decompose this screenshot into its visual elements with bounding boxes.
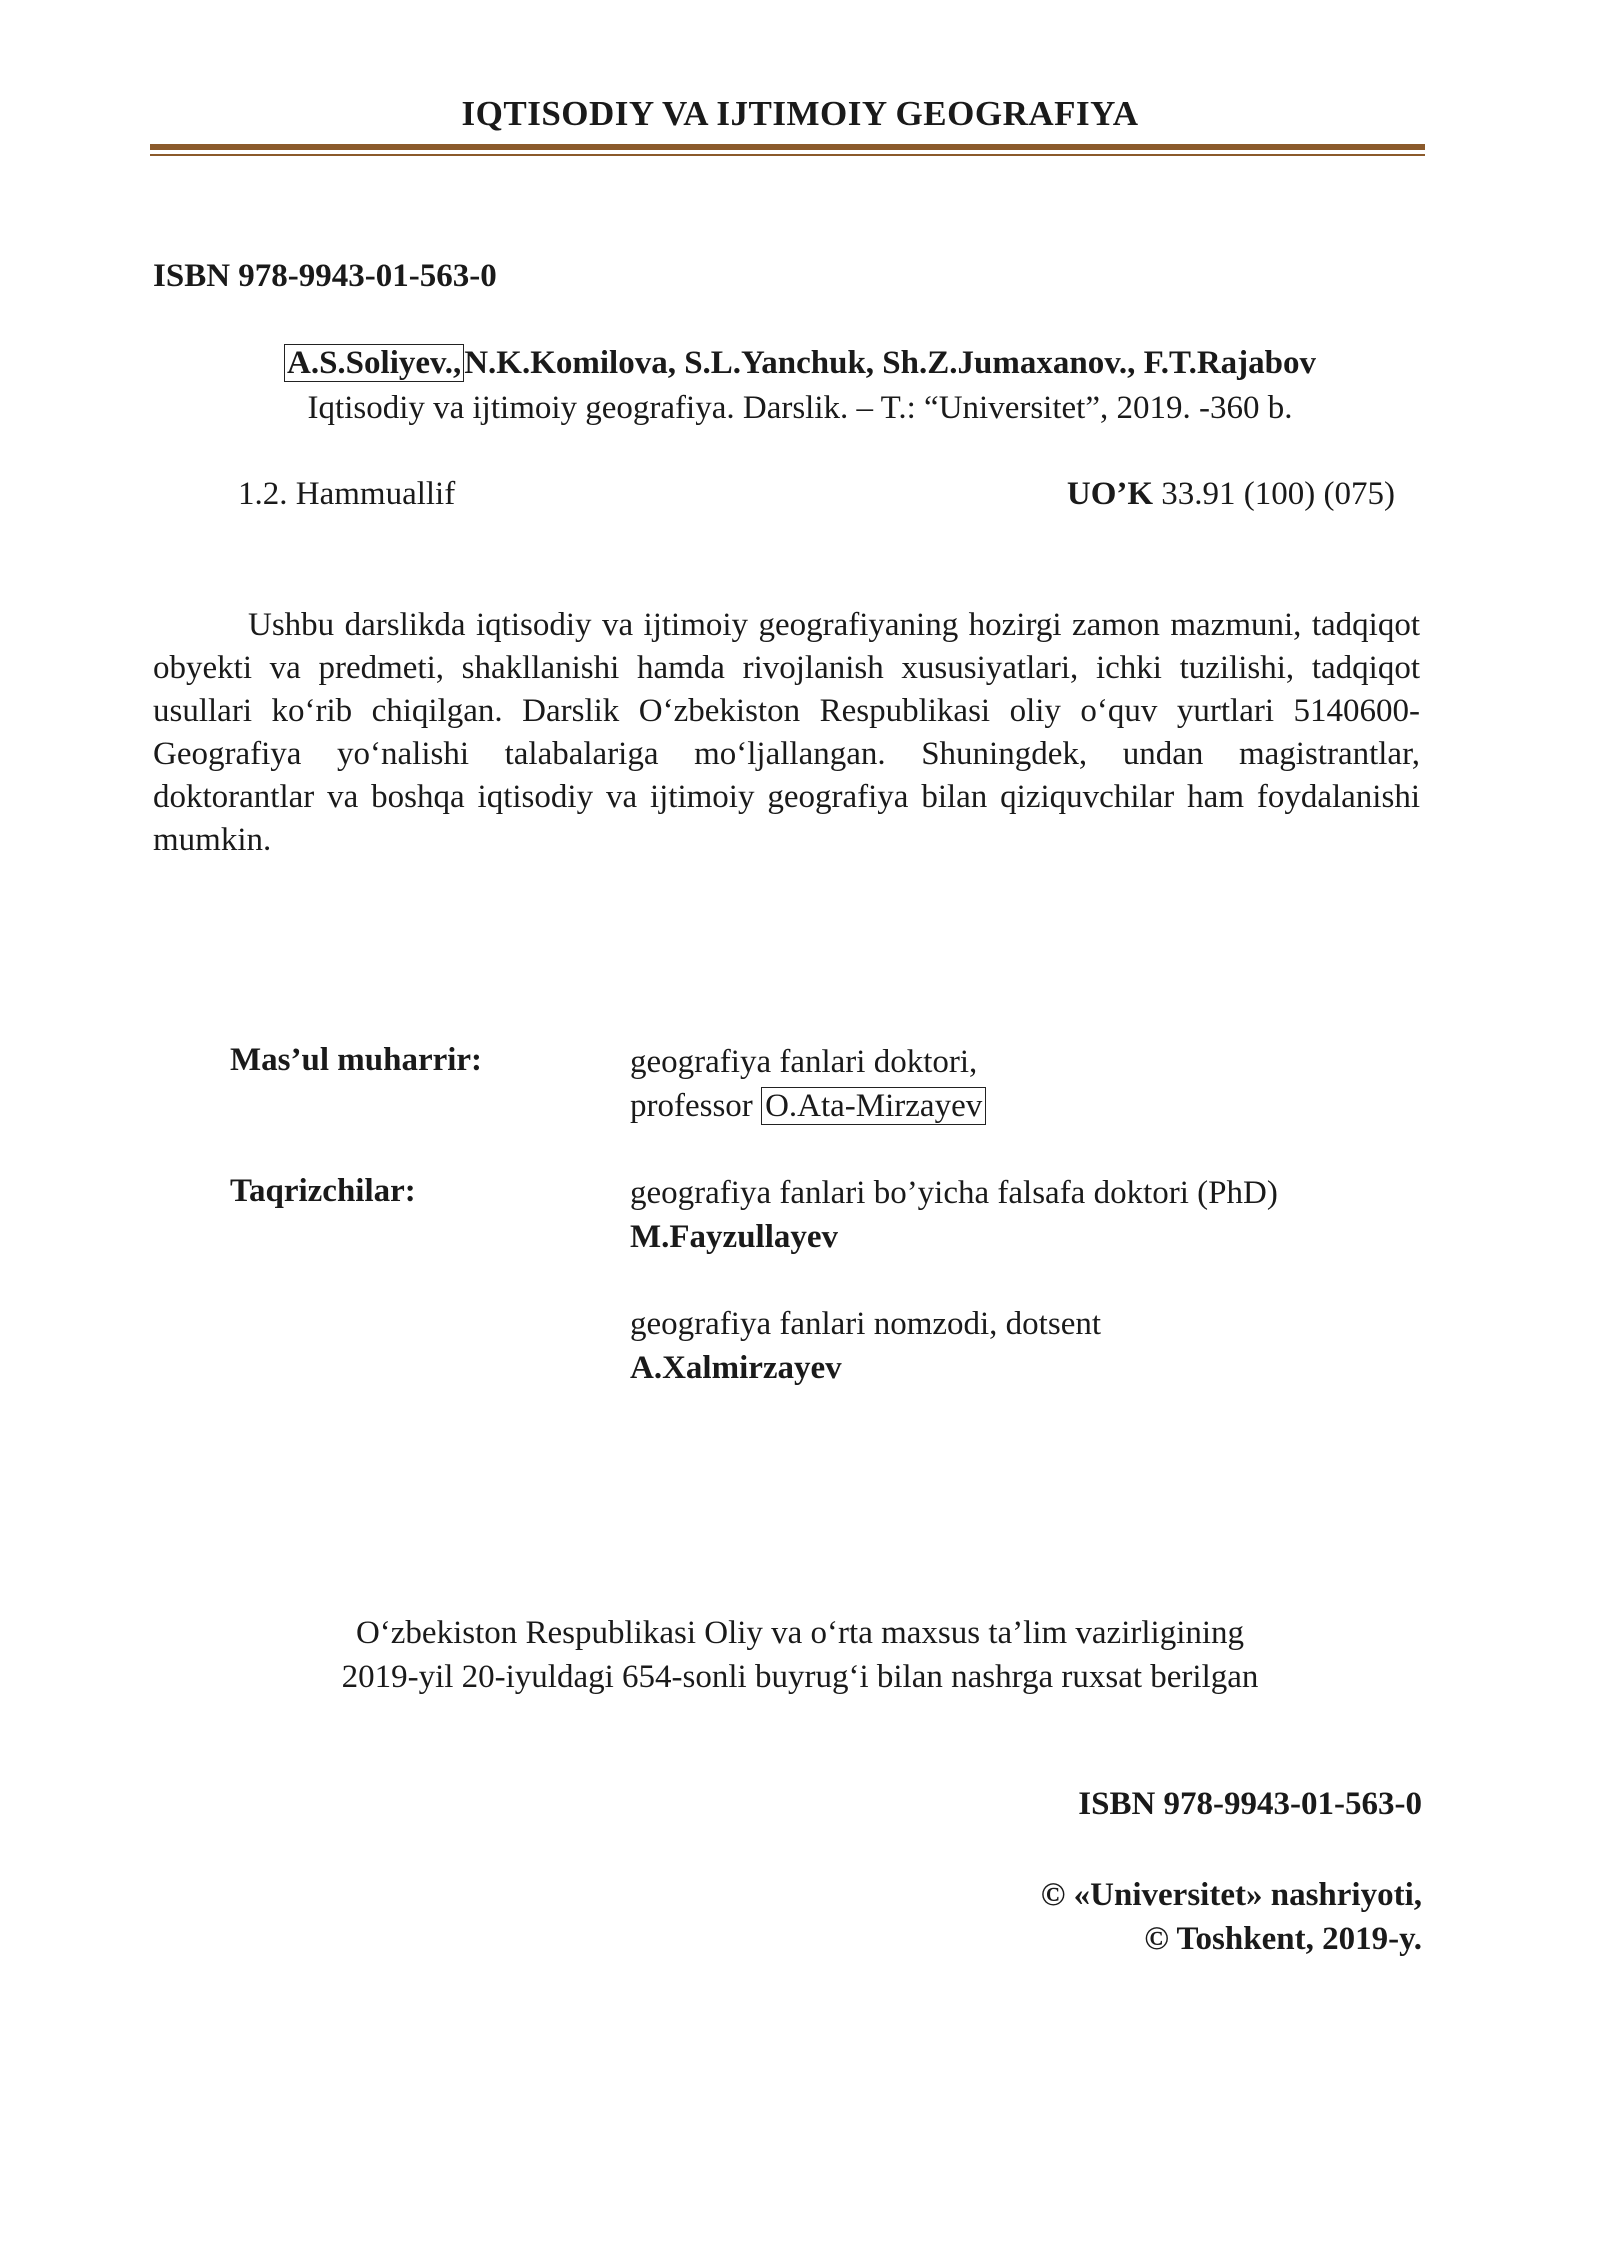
approval-note — [0, 1611, 1600, 1699]
udk-value: 33.91 (100) (075) — [1153, 476, 1395, 512]
copyright-block — [1041, 1873, 1422, 1961]
authors-line — [0, 345, 1600, 382]
editor-title-line — [630, 1084, 986, 1128]
reviewer-2-name: A.Xalmirzayev — [630, 1350, 842, 1386]
approval-line-2: 2019-yil 20-iyuldagi 654-sonli buyrug‘i bilan nashrga ruxsat berilgan — [341, 1659, 1259, 1695]
editor-prefix: professor — [630, 1088, 762, 1124]
udk-code — [1067, 476, 1395, 513]
editor-name: O.Ata-Mirzayev — [761, 1087, 986, 1125]
page-header-title: IQTISODIY VA IJTIMOIY GEOGRAFIYA — [461, 94, 1139, 133]
reviewer-2-title: geografiya fanlari nomzodi, dotsent — [630, 1306, 1102, 1342]
co-authors: N.K.Komilova, S.L.Yanchuk, Sh.Z.Jumaxanov., F.T.Rajabov — [464, 345, 1316, 381]
abstract-text: Ushbu darslikda iqtisodiy va ijtimoiy geografiyaning hozirgi zamon mazmuni, tadqiqot obyekti va predmeti, shakllanishi hamda rivojlanish xususiyatlari, ichki tuzilishi, tadqiqot usullari ko‘rib chiqilgan. Darslik O‘zbekiston Respublikasi oliy o‘quv yurtlari 5140600-Geografiya yo‘nalishi talabalariga mo‘ljallangan. Shuningdek, undan magistrantlar, doktorantlar va boshqa iqtisodiy va ijtimoiy geografiya bilan qiziquvchilar ham foydalanishi mumkin. — [153, 607, 1420, 858]
reviewer-1-title: geografiya fanlari bo’yicha falsafa doktori (PhD) — [630, 1175, 1278, 1211]
coauthor-note: 1.2. Hammuallif — [238, 476, 456, 512]
reviewers-label: Taqrizchilar: — [230, 1173, 416, 1209]
isbn-bottom: ISBN 978-9943-01-563-0 — [1078, 1786, 1422, 1822]
editor-label: Mas’ul muharrir: — [230, 1042, 483, 1078]
udk-label: UO’K — [1066, 476, 1154, 512]
reviewer-1 — [630, 1171, 1278, 1259]
author-highlighted: A.S.Soliyev., — [284, 344, 464, 382]
copyright-city: © Toshkent, 2019-y. — [1144, 1921, 1422, 1957]
header-rule-thick — [150, 144, 1425, 150]
editor-degree: geografiya fanlari doktori, — [630, 1044, 978, 1080]
approval-line-1: O‘zbekiston Respublikasi Oliy va o‘rta maxsus ta’lim vazirligining — [355, 1615, 1245, 1651]
isbn-top: ISBN 978-9943-01-563-0 — [153, 258, 497, 294]
citation: Iqtisodiy va ijtimoiy geografiya. Darslik. – T.: “Universitet”, 2019. -360 b. — [307, 390, 1293, 426]
reviewer-2 — [630, 1302, 1101, 1390]
header-rule-thin — [150, 154, 1425, 156]
copyright-publisher: © «Universitet» nashriyoti, — [1040, 1877, 1422, 1913]
reviewer-1-name: M.Fayzullayev — [630, 1219, 839, 1255]
editor-info — [630, 1040, 986, 1128]
abstract — [153, 604, 1420, 862]
